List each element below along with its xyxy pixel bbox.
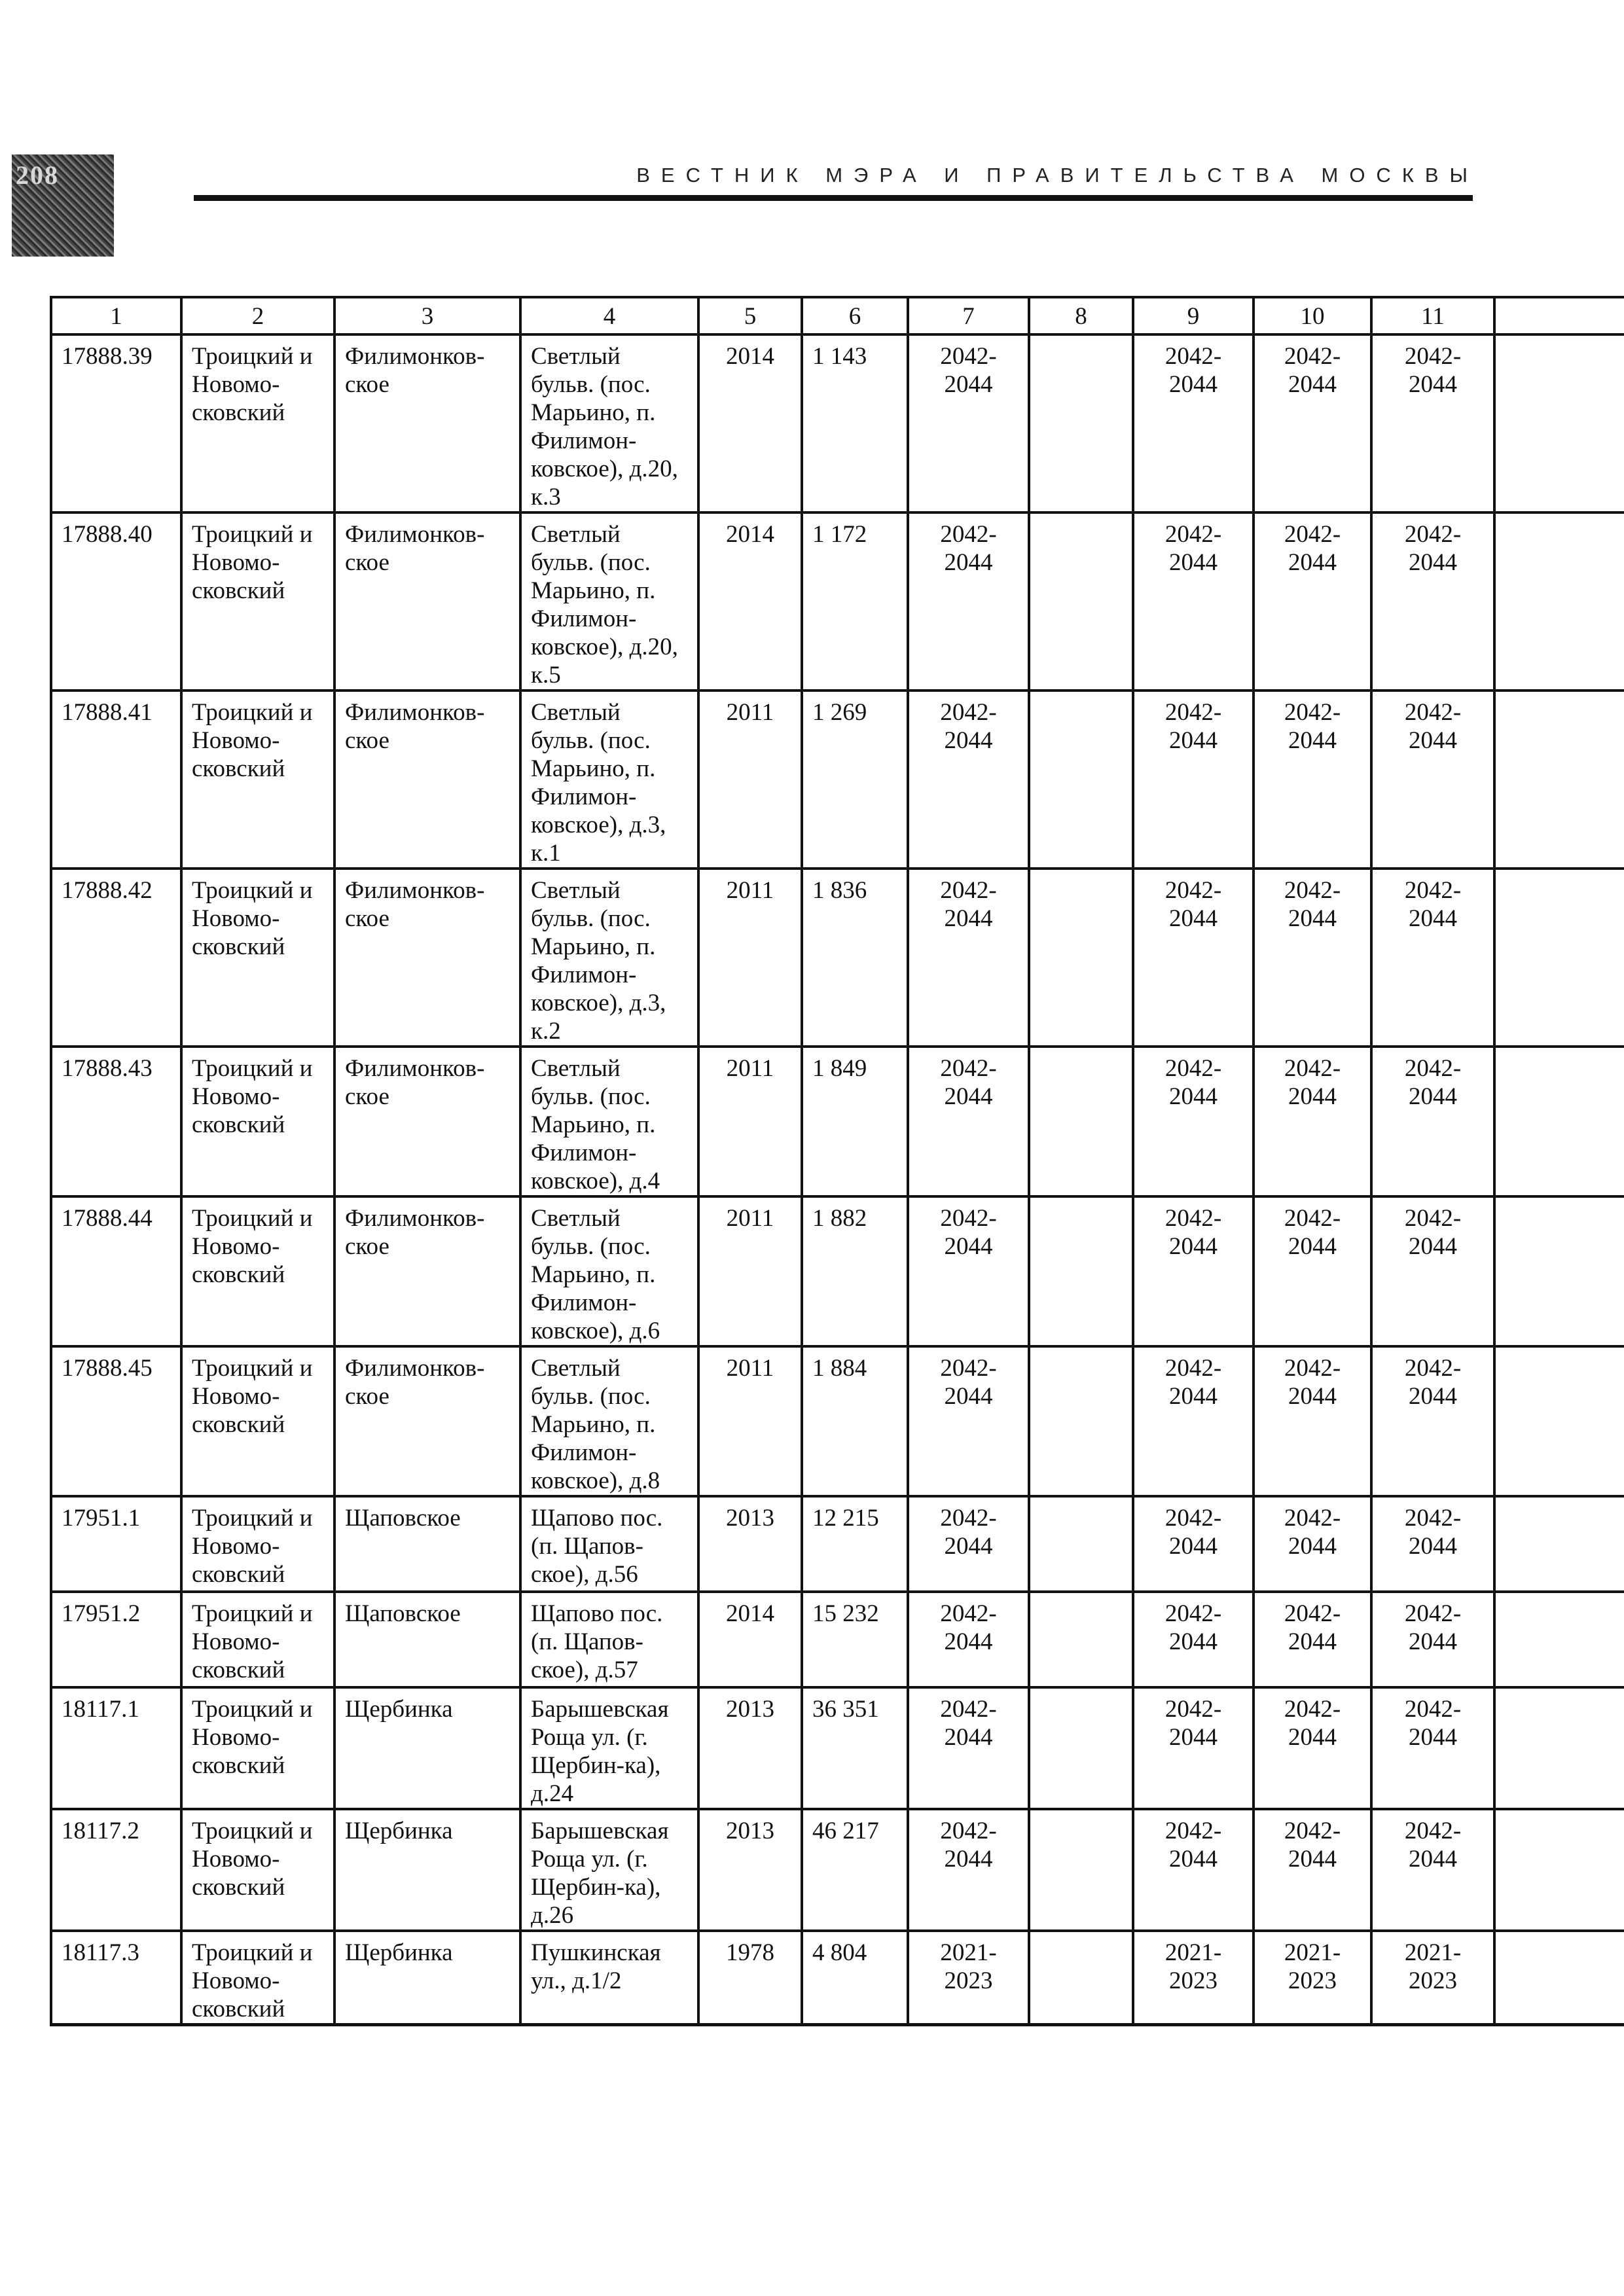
table-row: [51, 1687, 1624, 1809]
trailing-cell: [1494, 1196, 1624, 1346]
district-cell: Троицкий и Новомо-сковский: [181, 1346, 334, 1496]
record-id-cell: 17888.44: [51, 1196, 181, 1346]
period-col7-cell: 2042-2044: [908, 1047, 1029, 1196]
record-id-cell: 17888.39: [51, 334, 181, 512]
address-cell: Щапово пос. (п. Щапов-ское), д.56: [520, 1496, 698, 1592]
district-cell: Троицкий и Новомо-сковский: [181, 1809, 334, 1931]
period-col10-cell: 2042-2044: [1254, 334, 1371, 512]
period-col10-cell: 2042-2044: [1254, 1047, 1371, 1196]
table-row: [51, 1496, 1624, 1592]
table-row: [51, 869, 1624, 1047]
trailing-cell: [1494, 334, 1624, 512]
trailing-cell: [1494, 1496, 1624, 1592]
column-header: 2: [181, 297, 334, 334]
settlement-cell: Филимонков-ское: [334, 691, 520, 869]
record-id-cell: 17888.40: [51, 512, 181, 691]
period-col7-cell: 2042-2044: [908, 1687, 1029, 1809]
area-cell: 1 884: [802, 1346, 908, 1496]
year-cell: 2011: [698, 691, 802, 869]
period-col9-cell: 2042-2044: [1133, 1809, 1254, 1931]
area-cell: 15 232: [802, 1592, 908, 1687]
period-col10-cell: 2042-2044: [1254, 512, 1371, 691]
year-cell: 2014: [698, 1592, 802, 1687]
period-col7-cell: 2042-2044: [908, 334, 1029, 512]
table-body: [51, 334, 1624, 2025]
table-row: [51, 1592, 1624, 1687]
trailing-cell: [1494, 869, 1624, 1047]
period-col7-cell: 2042-2044: [908, 512, 1029, 691]
column-header-trailing: [1494, 297, 1624, 334]
col8-cell: [1029, 1931, 1133, 2025]
year-cell: 2014: [698, 512, 802, 691]
trailing-cell: [1494, 1809, 1624, 1931]
settlement-cell: Щербинка: [334, 1809, 520, 1931]
col8-cell: [1029, 512, 1133, 691]
district-cell: Троицкий и Новомо-сковский: [181, 1496, 334, 1592]
area-cell: 46 217: [802, 1809, 908, 1931]
table-row: [51, 334, 1624, 512]
record-id-cell: 18117.2: [51, 1809, 181, 1931]
column-header: 5: [698, 297, 802, 334]
period-col9-cell: 2042-2044: [1133, 334, 1254, 512]
settlement-cell: Филимонков-ское: [334, 1196, 520, 1346]
area-cell: 1 882: [802, 1196, 908, 1346]
period-col9-cell: 2042-2044: [1133, 1346, 1254, 1496]
area-cell: 1 143: [802, 334, 908, 512]
col8-cell: [1029, 1687, 1133, 1809]
address-cell: Светлый бульв. (пос. Марьино, п. Филимон-ковское), д.6: [520, 1196, 698, 1346]
column-header: 3: [334, 297, 520, 334]
column-header: 10: [1254, 297, 1371, 334]
period-col7-cell: 2042-2044: [908, 1809, 1029, 1931]
record-id-cell: 17888.41: [51, 691, 181, 869]
period-col11-cell: 2042-2044: [1371, 1809, 1494, 1931]
column-header: 6: [802, 297, 908, 334]
period-col10-cell: 2042-2044: [1254, 1496, 1371, 1592]
period-col9-cell: 2021-2023: [1133, 1931, 1254, 2025]
area-cell: 4 804: [802, 1931, 908, 2025]
column-header: 8: [1029, 297, 1133, 334]
record-id-cell: 17951.1: [51, 1496, 181, 1592]
period-col9-cell: 2042-2044: [1133, 1047, 1254, 1196]
record-id-cell: 17888.43: [51, 1047, 181, 1196]
area-cell: 1 269: [802, 691, 908, 869]
year-cell: 2014: [698, 334, 802, 512]
address-cell: Светлый бульв. (пос. Марьино, п. Филимон-ковское), д.3, к.2: [520, 869, 698, 1047]
period-col10-cell: 2042-2044: [1254, 1196, 1371, 1346]
col8-cell: [1029, 1196, 1133, 1346]
area-cell: 1 849: [802, 1047, 908, 1196]
address-cell: Светлый бульв. (пос. Марьино, п. Филимон-ковское), д.3, к.1: [520, 691, 698, 869]
settlement-cell: Щаповское: [334, 1592, 520, 1687]
col8-cell: [1029, 1346, 1133, 1496]
period-col10-cell: 2042-2044: [1254, 1809, 1371, 1931]
period-col10-cell: 2042-2044: [1254, 869, 1371, 1047]
period-col10-cell: 2021-2023: [1254, 1931, 1371, 2025]
address-cell: Светлый бульв. (пос. Марьино, п. Филимон-ковское), д.20, к.5: [520, 512, 698, 691]
col8-cell: [1029, 1047, 1133, 1196]
table-row: [51, 512, 1624, 691]
settlement-cell: Щербинка: [334, 1687, 520, 1809]
period-col7-cell: 2042-2044: [908, 691, 1029, 869]
address-cell: Барышевская Роща ул. (г. Щербин-ка), д.26: [520, 1809, 698, 1931]
period-col10-cell: 2042-2044: [1254, 1687, 1371, 1809]
table-row: [51, 1346, 1624, 1496]
period-col11-cell: 2042-2044: [1371, 1346, 1494, 1496]
period-col11-cell: 2042-2044: [1371, 1496, 1494, 1592]
period-col7-cell: 2042-2044: [908, 1592, 1029, 1687]
data-table: [50, 296, 1624, 2026]
area-cell: 1 836: [802, 869, 908, 1047]
column-header: 1: [51, 297, 181, 334]
district-cell: Троицкий и Новомо-сковский: [181, 869, 334, 1047]
period-col9-cell: 2042-2044: [1133, 869, 1254, 1047]
address-cell: Светлый бульв. (пос. Марьино, п. Филимон-ковское), д.8: [520, 1346, 698, 1496]
trailing-cell: [1494, 1047, 1624, 1196]
settlement-cell: Щаповское: [334, 1496, 520, 1592]
period-col9-cell: 2042-2044: [1133, 1592, 1254, 1687]
district-cell: Троицкий и Новомо-сковский: [181, 1196, 334, 1346]
record-id-cell: 18117.1: [51, 1687, 181, 1809]
district-cell: Троицкий и Новомо-сковский: [181, 1931, 334, 2025]
table-row: [51, 691, 1624, 869]
area-cell: 36 351: [802, 1687, 908, 1809]
trailing-cell: [1494, 1346, 1624, 1496]
year-cell: 2011: [698, 1047, 802, 1196]
period-col9-cell: 2042-2044: [1133, 1196, 1254, 1346]
area-cell: 1 172: [802, 512, 908, 691]
year-cell: 2011: [698, 1346, 802, 1496]
trailing-cell: [1494, 1687, 1624, 1809]
period-col10-cell: 2042-2044: [1254, 1346, 1371, 1496]
settlement-cell: Филимонков-ское: [334, 1047, 520, 1196]
column-header: 11: [1371, 297, 1494, 334]
period-col10-cell: 2042-2044: [1254, 1592, 1371, 1687]
district-cell: Троицкий и Новомо-сковский: [181, 691, 334, 869]
period-col11-cell: 2042-2044: [1371, 1687, 1494, 1809]
period-col11-cell: 2042-2044: [1371, 512, 1494, 691]
address-cell: Щапово пос. (п. Щапов-ское), д.57: [520, 1592, 698, 1687]
period-col11-cell: 2042-2044: [1371, 1196, 1494, 1346]
year-cell: 2013: [698, 1809, 802, 1931]
column-header: 7: [908, 297, 1029, 334]
period-col7-cell: 2042-2044: [908, 869, 1029, 1047]
column-header: 4: [520, 297, 698, 334]
district-cell: Троицкий и Новомо-сковский: [181, 1592, 334, 1687]
settlement-cell: Щербинка: [334, 1931, 520, 2025]
table-row: [51, 1047, 1624, 1196]
year-cell: 2011: [698, 869, 802, 1047]
district-cell: Троицкий и Новомо-сковский: [181, 334, 334, 512]
period-col9-cell: 2042-2044: [1133, 512, 1254, 691]
column-header: 9: [1133, 297, 1254, 334]
table-row: [51, 1196, 1624, 1346]
period-col7-cell: 2021-2023: [908, 1931, 1029, 2025]
address-cell: Пушкинская ул., д.1/2: [520, 1931, 698, 2025]
header-rule: [194, 195, 1473, 201]
district-cell: Троицкий и Новомо-сковский: [181, 1047, 334, 1196]
period-col11-cell: 2042-2044: [1371, 1592, 1494, 1687]
page-number: 208: [16, 160, 59, 190]
col8-cell: [1029, 691, 1133, 869]
trailing-cell: [1494, 1931, 1624, 2025]
trailing-cell: [1494, 1592, 1624, 1687]
col8-cell: [1029, 1496, 1133, 1592]
address-cell: Светлый бульв. (пос. Марьино, п. Филимон-ковское), д.4: [520, 1047, 698, 1196]
settlement-cell: Филимонков-ское: [334, 334, 520, 512]
period-col11-cell: 2042-2044: [1371, 334, 1494, 512]
settlement-cell: Филимонков-ское: [334, 1346, 520, 1496]
period-col9-cell: 2042-2044: [1133, 1496, 1254, 1592]
period-col7-cell: 2042-2044: [908, 1196, 1029, 1346]
col8-cell: [1029, 1592, 1133, 1687]
col8-cell: [1029, 1809, 1133, 1931]
record-id-cell: 18117.3: [51, 1931, 181, 2025]
col8-cell: [1029, 334, 1133, 512]
settlement-cell: Филимонков-ское: [334, 512, 520, 691]
district-cell: Троицкий и Новомо-сковский: [181, 1687, 334, 1809]
record-id-cell: 17951.2: [51, 1592, 181, 1687]
address-cell: Светлый бульв. (пос. Марьино, п. Филимон-ковское), д.20, к.3: [520, 334, 698, 512]
period-col11-cell: 2042-2044: [1371, 691, 1494, 869]
year-cell: 2013: [698, 1496, 802, 1592]
year-cell: 2011: [698, 1196, 802, 1346]
period-col9-cell: 2042-2044: [1133, 691, 1254, 869]
record-id-cell: 17888.42: [51, 869, 181, 1047]
table-row: [51, 1809, 1624, 1931]
period-col7-cell: 2042-2044: [908, 1346, 1029, 1496]
period-col9-cell: 2042-2044: [1133, 1687, 1254, 1809]
address-cell: Барышевская Роща ул. (г. Щербин-ка), д.24: [520, 1687, 698, 1809]
period-col11-cell: 2042-2044: [1371, 1047, 1494, 1196]
trailing-cell: [1494, 691, 1624, 869]
district-cell: Троицкий и Новомо-сковский: [181, 512, 334, 691]
year-cell: 2013: [698, 1687, 802, 1809]
trailing-cell: [1494, 512, 1624, 691]
col8-cell: [1029, 869, 1133, 1047]
period-col11-cell: 2042-2044: [1371, 869, 1494, 1047]
column-number-row: [51, 297, 1624, 334]
record-id-cell: 17888.45: [51, 1346, 181, 1496]
page-number-badge: [12, 154, 114, 257]
journal-title: ВЕСТНИК МЭРА И ПРАВИТЕЛЬСТВА МОСКВЫ: [636, 164, 1479, 187]
table-row: [51, 1931, 1624, 2025]
settlement-cell: Филимонков-ское: [334, 869, 520, 1047]
area-cell: 12 215: [802, 1496, 908, 1592]
year-cell: 1978: [698, 1931, 802, 2025]
period-col11-cell: 2021-2023: [1371, 1931, 1494, 2025]
period-col7-cell: 2042-2044: [908, 1496, 1029, 1592]
period-col10-cell: 2042-2044: [1254, 691, 1371, 869]
